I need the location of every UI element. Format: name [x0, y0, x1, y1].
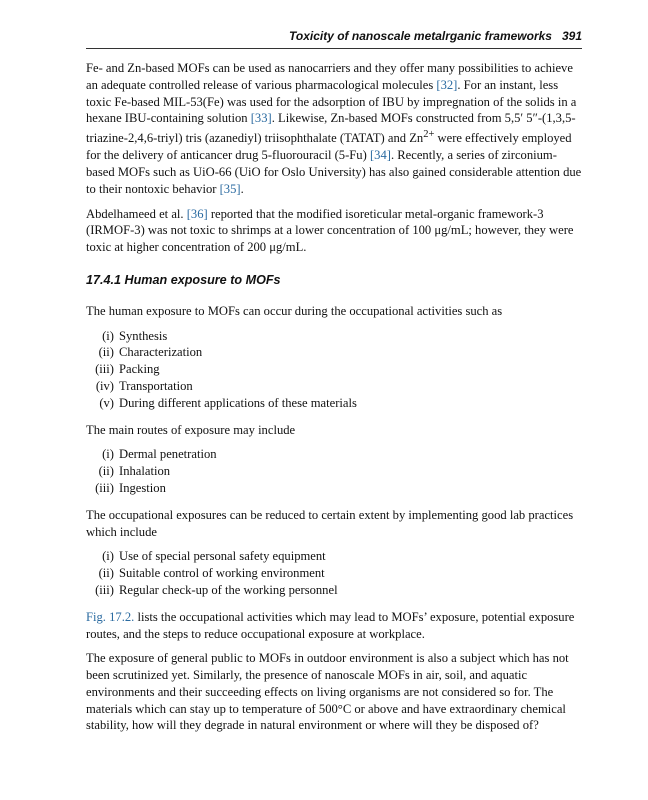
paragraph-7: The exposure of general public to MOFs in outdoor environment is also a subject which has not been scrutinized yet. Similarly, the presence of nanoscale MOFs in air, soil, and aquatic environments and their succeeding effects on living organisms are not considered so for. The materials which can stay up to temperature of 500°C or above and have extraordinary chemical stability, how will they degrade in natural environment or where will they be disposed of? — [86, 651, 569, 733]
list-number: (ii) — [98, 464, 114, 479]
list-text: Synthesis — [119, 328, 168, 343]
list-text: Characterization — [119, 345, 203, 360]
header-rule — [86, 48, 582, 49]
text-run: . — [240, 181, 244, 196]
paragraph-3: The human exposure to MOFs can occur during the occupational activities such as — [86, 303, 503, 318]
running-title: Toxicity of nanoscale metalrganic frameworks — [288, 29, 552, 43]
list-item — [86, 361, 582, 378]
text-run: Fe- and Zn-based MOFs can be used as nanocarriers and they offer many possibilities to achieve an adequate controlled release of various pharmacological molecules — [86, 61, 573, 92]
paragraph-5: The occupational exposures can be reduced to certain extent by implementing good lab practices which include — [86, 507, 574, 539]
text-run: Abdelhameed et al. — [86, 206, 187, 221]
list-item — [86, 565, 582, 582]
list-text: Suitable control of working environment — [119, 566, 325, 581]
list-item — [86, 446, 582, 463]
list-text: Dermal penetration — [119, 447, 217, 462]
activities-list — [86, 328, 582, 412]
paragraph-6 — [86, 609, 582, 643]
text-run: . Recently, a series of zirconium-based MOFs such as UiO-66 (UiO for Oslo University) has also gained considerable attention due to their nontoxic behavior — [86, 148, 582, 196]
list-item — [86, 480, 582, 497]
list-text: During different applications of these materials — [119, 395, 357, 410]
citation-link[interactable]: [36] — [186, 206, 208, 221]
citation-link[interactable]: [34] — [369, 148, 391, 163]
list-number: (iv) — [95, 378, 114, 393]
list-number: (i) — [102, 447, 114, 462]
figure-link[interactable]: Fig. 17.2. — [86, 609, 135, 624]
superscript: 2+ — [423, 129, 435, 141]
page-number: 391 — [561, 29, 582, 43]
list-number: (ii) — [98, 566, 114, 581]
list-item — [86, 463, 582, 480]
paragraph-2 — [86, 206, 582, 256]
text-run: . For an instant, less toxic Fe-based MIL-53(Fe) was used for the adsorption of IBU by impregnation of the solids in a hexane IBU-containing solution — [86, 77, 577, 126]
list-text: Regular check-up of the working personnel — [119, 582, 338, 597]
list-item — [86, 582, 582, 599]
list-text: Inhalation — [119, 464, 171, 479]
list-number: (i) — [102, 549, 114, 564]
list-text: Transportation — [119, 378, 193, 393]
list-item — [86, 328, 582, 345]
text-run: . Likewise, Zn-based MOFs constructed from 5,5′ 5″-(1,3,5-triazine-2,4,6-triyl) tris (azanediyl) triisophthalate (TATAT) and Zn — [86, 111, 576, 146]
list-text: Packing — [119, 362, 160, 377]
paragraph-4: The main routes of exposure may include — [86, 422, 296, 437]
list-item — [86, 378, 582, 395]
paragraph-1 — [86, 60, 582, 198]
list-number: (iii) — [95, 362, 114, 377]
list-number: (iii) — [95, 582, 114, 597]
exposure-routes-list — [86, 446, 582, 496]
text-run: were effectively employed for the delivery of anticancer drug 5-fluorouracil (5-Fu) — [86, 131, 572, 163]
list-text: Ingestion — [119, 480, 166, 495]
citation-link[interactable]: [35] — [219, 181, 241, 196]
list-item — [86, 395, 582, 412]
page-body — [86, 60, 582, 742]
list-text: Use of special personal safety equipment — [119, 549, 326, 564]
list-number: (iii) — [95, 480, 114, 495]
citation-link[interactable]: [32] — [436, 77, 458, 92]
list-number: (v) — [99, 395, 114, 410]
list-number: (ii) — [98, 345, 114, 360]
citation-link[interactable]: [33] — [250, 111, 272, 126]
lab-practices-list — [86, 548, 582, 598]
list-item — [86, 548, 582, 565]
text-run: reported that the modified isoreticular metal-organic framework-3 (IRMOF-3) was not toxic to shrimps at a lower concentration of 100 μg/mL; however, they were toxic at higher concentration of 200 μg/mL. — [86, 206, 574, 255]
list-number: (i) — [102, 328, 114, 343]
text-run: lists the occupational activities which may lead to MOFs’ exposure, potential exposure routes, and the steps to reduce occupational exposure at workplace. — [86, 609, 575, 641]
section-heading: 17.4.1 Human exposure to MOFs — [86, 272, 281, 287]
running-header — [86, 28, 582, 45]
list-item — [86, 344, 582, 361]
